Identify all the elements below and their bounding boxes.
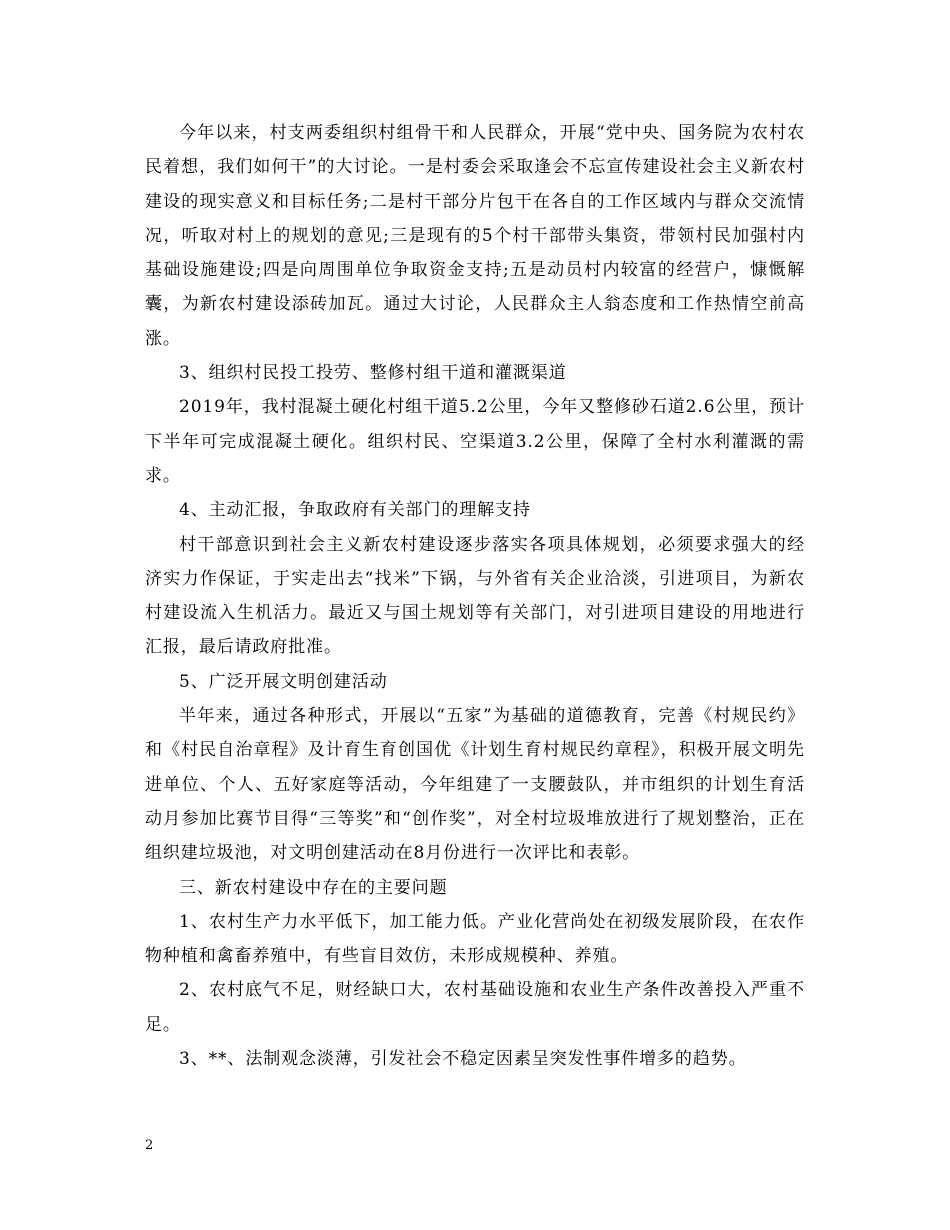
paragraph-roads: 2019年，我村混凝土硬化村组干道5.2公里，今年又整修砂石道2.6公里，预计下半年可完成混凝土硬化。组织村民、空渠道3.2公里，保障了全村水利灌溉的需求。 (145, 397, 805, 486)
paragraph-problem-3: 3、**、法制观念淡薄，引发社会不稳定因素呈突发性事件增多的趋势。 (179, 1049, 747, 1070)
paragraph-problem-1: 1、农村生产力水平低下，加工能力低。产业化营尚处在初级发展阶段，在农作物种植和禽畜养殖中，有些盲目效仿，未形成规模种、养殖。 (145, 911, 805, 967)
paragraph-civilization: 半年来，通过各种形式，开展以“五家”为基础的道德教育，完善《村规民约》和《村民自治章程》及计育生育创国优《计划生育村规民约章程》，积极开展文明先进单位、个人、五好家庭等活动，今年组建了一支腰鼓队，并市组织的计划生育活动月参加比赛节目得“三等奖”和“创作奖”，对全村垃圾堆放进行了规划整治，正在组织建垃圾池，对文明创建活动在8月份进行一次评比和表彰。 (145, 706, 805, 864)
page-number: 2 (145, 1138, 154, 1153)
section-heading-problems: 三、新农村建设中存在的主要问题 (179, 877, 448, 898)
document-body (145, 116, 805, 1076)
section-heading-5: 5、广泛开展文明创建活动 (179, 671, 388, 692)
paragraph-discussion: 今年以来，村支两委组织村组骨干和人民群众，开展“党中央、国务院为农村农民着想，我们如何干”的大讨论。一是村委会采取逢会不忘宣传建设社会主义新农村建设的现实意义和目标任务;二是村干部分片包干在各自的工作区域内与群众交流情况，听取对村上的规划的意见;三是现有的5个村干部带头集资，带领村民加强村内基础设施建设;四是向周围单位争取资金支持;五是动员村内较富的经营户，慷慨解囊，为新农村建设添砖加瓦。通过大讨论，人民群众主人翁态度和工作热情空前高涨。 (145, 123, 805, 349)
section-heading-3: 3、组织村民投工投劳、整修村组干道和灌溉渠道 (179, 363, 567, 384)
paragraph-problem-2: 2、农村底气不足，财经缺口大，农村基础设施和农业生产条件改善投入严重不足。 (145, 980, 805, 1035)
section-heading-4: 4、主动汇报，争取政府有关部门的理解支持 (179, 500, 531, 521)
paragraph-government-support: 村干部意识到社会主义新农村建设逐步落实各项具体规划，必须要求强大的经济实力作保证，于实走出去“找米”下锅，与外省有关企业洽淡，引进项目，为新农村建设流入生机活力。最近又与国土规划等有关部门，对引进项目建设的用地进行汇报，最后请政府批准。 (145, 534, 805, 658)
